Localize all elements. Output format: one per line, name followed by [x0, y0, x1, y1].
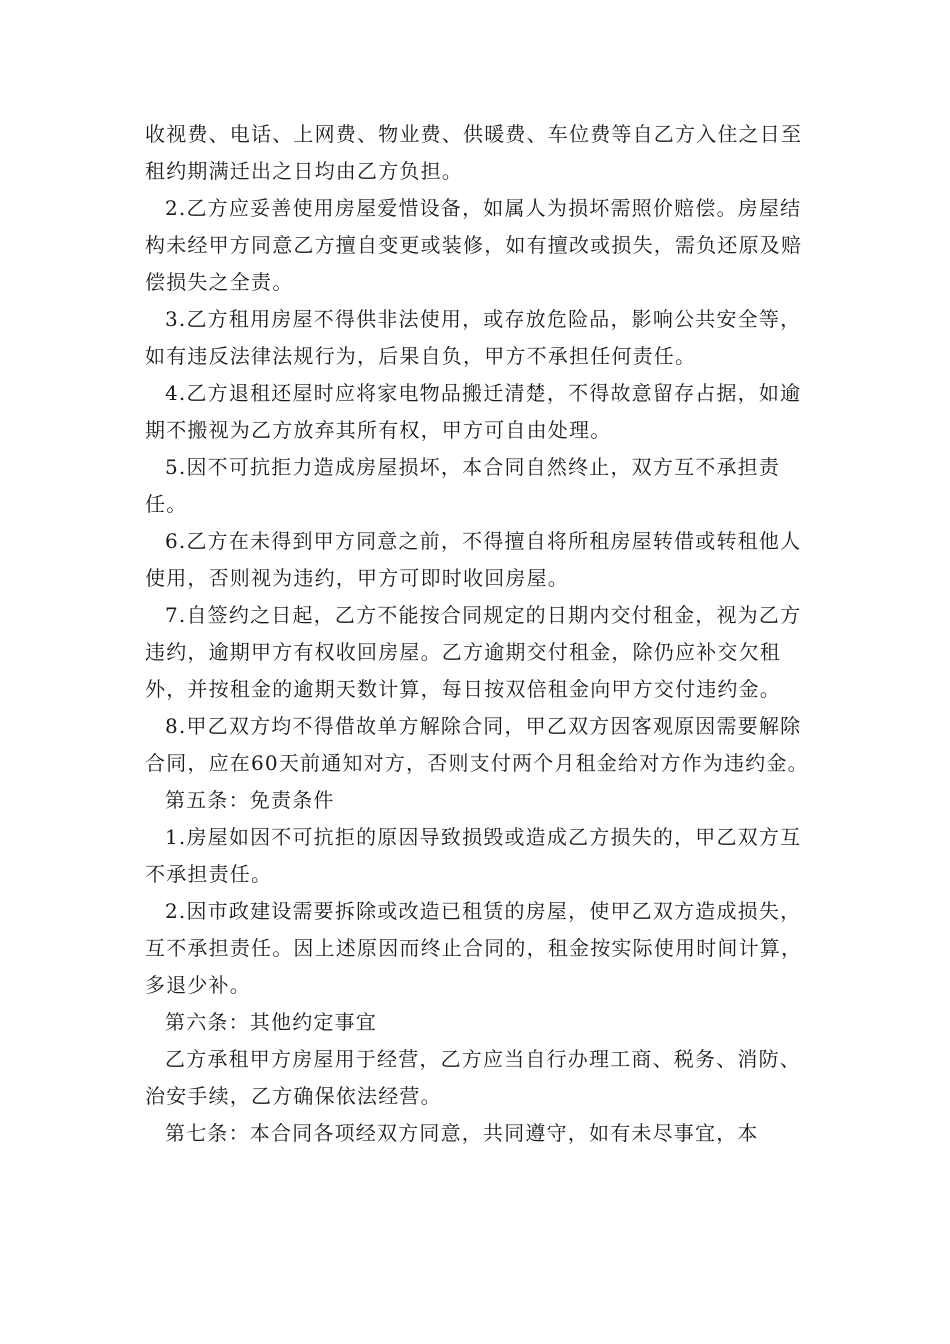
clause-heading-7: 第七条：本合同各项经双方同意，共同遵守，如有未尽事宜，本 — [165, 1121, 759, 1145]
paragraph-item-8: 8.甲乙双方均不得借故单方解除合同，甲乙双方因客观原因需要解除合同，应在60天前通知对方，否则支付两个月租金给对方作为违约金。 — [145, 714, 809, 775]
clause-heading-5: 第五条：免责条件 — [165, 788, 335, 812]
paragraph-item-6: 6.乙方在未得到甲方同意之前，不得擅自将所租房屋转借或转租他人使用，否则视为违约，甲方可即时收回房屋。 — [145, 529, 802, 590]
clause-heading-6: 第六条：其他约定事宜 — [165, 1010, 377, 1034]
contract-body — [145, 116, 811, 1152]
paragraph-item-7: 7.自签约之日起，乙方不能按合同规定的日期内交付租金，视为乙方违约，逾期甲方有权收回房屋。乙方逾期交付租金，除仍应补交欠租外，并按租金的逾期天数计算，每日按双倍租金向甲方交付违约金。 — [145, 603, 802, 701]
paragraph-item-2: 2.乙方应妥善使用房屋爱惜设备，如属人为损坏需照价赔偿。房屋结构未经甲方同意乙方擅自变更或装修，如有擅改或损失，需负还原及赔偿损失之全责。 — [145, 196, 803, 294]
paragraph-item-3: 3.乙方租用房屋不得供非法使用，或存放危险品，影响公共安全等，如有违反法律法规行为，后果自负，甲方不承担任何责任。 — [145, 307, 802, 368]
paragraph-item-5: 5.因不可抗拒力造成房屋损坏，本合同自然终止，双方互不承担责任。 — [145, 455, 781, 516]
paragraph-exemption-2: 2.因市政建设需要拆除或改造已租赁的房屋，使甲乙双方造成损失，互不承担责任。因上述原因而终止合同的，租金按实际使用时间计算，多退少补。 — [145, 899, 803, 997]
paragraph-other-terms: 乙方承租甲方房屋用于经营，乙方应当自行办理工商、税务、消防、治安手续，乙方确保依法经营。 — [145, 1047, 801, 1108]
paragraph-fees-continued: 收视费、电话、上网费、物业费、供暖费、车位费等自乙方入住之日至租约期满迁出之日均由乙方负担。 — [145, 122, 803, 183]
paragraph-item-4: 4.乙方退租还屋时应将家电物品搬迁清楚，不得故意留存占据，如逾期不搬视为乙方放弃其所有权，甲方可自由处理。 — [145, 381, 802, 442]
paragraph-exemption-1: 1.房屋如因不可抗拒的原因导致损毁或造成乙方损失的，甲乙双方互不承担责任。 — [145, 825, 802, 886]
